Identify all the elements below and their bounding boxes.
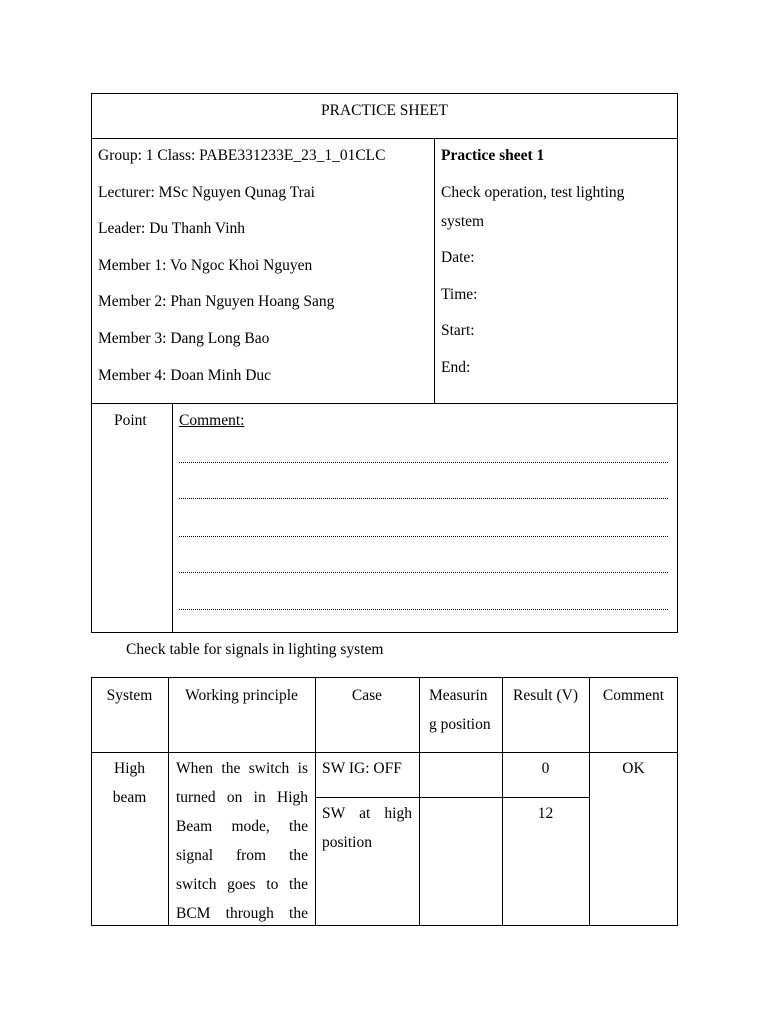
principle-line-1: When the switch is — [176, 760, 308, 777]
page-title: PRACTICE SHEET — [320, 102, 449, 119]
result-high-position: 12 — [537, 805, 554, 822]
principle-line-2: turned on in High — [176, 789, 308, 806]
member-4: Member 4: Doan Minh Duc — [98, 367, 272, 384]
sheet-title: Practice sheet 1 — [441, 147, 545, 164]
case-row-divider — [315, 797, 589, 798]
time-label: Time: — [441, 286, 478, 303]
principle-line-6: BCM through the — [176, 905, 308, 922]
header-principle: Working principle — [185, 687, 298, 704]
member-1: Member 1: Vo Ngoc Khoi Nguyen — [98, 257, 313, 274]
header-case: Case — [351, 687, 383, 704]
principle-line-3: Beam mode, the — [176, 818, 308, 835]
row-comment: OK — [622, 760, 645, 777]
comment-label: Comment: — [179, 412, 245, 429]
col-divider-5 — [589, 677, 590, 926]
info-table — [91, 93, 678, 633]
title-divider — [91, 138, 678, 139]
info-column-divider — [434, 138, 435, 404]
member-3: Member 3: Dang Long Bao — [98, 330, 270, 347]
principle-line-4: signal from the — [176, 847, 308, 864]
col-divider-1 — [168, 677, 169, 926]
sheet-desc-line-2: system — [441, 213, 485, 230]
case-high-position-line-2: position — [322, 834, 372, 851]
result-ig-off: 0 — [541, 760, 550, 777]
point-column-divider — [172, 403, 173, 633]
lecturer: Lecturer: MSc Nguyen Qunag Trai — [98, 184, 315, 201]
header-comment: Comment — [602, 687, 665, 704]
system-name-line-1: High — [114, 760, 145, 777]
sheet-desc-line-1: Check operation, test lighting — [441, 184, 625, 201]
group-class: Group: 1 Class: PABE331233E_23_1_01CLC — [98, 147, 386, 164]
table-caption: Check table for signals in lighting system — [126, 641, 384, 658]
case-high-position-line-1: SW at high — [322, 805, 412, 822]
info-bottom-divider — [91, 403, 678, 404]
comment-line-4 — [179, 572, 668, 573]
member-2: Member 2: Phan Nguyen Hoang Sang — [98, 293, 335, 310]
header-measuring-line-1: Measurin — [429, 687, 488, 704]
case-ig-off: SW IG: OFF — [322, 760, 402, 777]
start-label: Start: — [441, 322, 475, 339]
comment-line-5 — [179, 609, 668, 610]
header-measuring-line-2: g position — [429, 716, 491, 733]
col-divider-2 — [315, 677, 316, 926]
date-label: Date: — [441, 249, 475, 266]
leader: Leader: Du Thanh Vinh — [98, 220, 246, 237]
comment-line-2 — [179, 498, 668, 499]
header-result: Result (V) — [512, 687, 578, 704]
principle-line-5: switch goes to the — [176, 876, 308, 893]
point-label: Point — [114, 412, 147, 429]
system-name-line-2: beam — [112, 789, 147, 806]
header-system: System — [106, 687, 153, 704]
col-divider-4 — [502, 677, 503, 926]
comment-line-3 — [179, 536, 668, 537]
comment-line-1 — [179, 462, 668, 463]
col-divider-3 — [419, 677, 420, 926]
end-label: End: — [441, 359, 471, 376]
